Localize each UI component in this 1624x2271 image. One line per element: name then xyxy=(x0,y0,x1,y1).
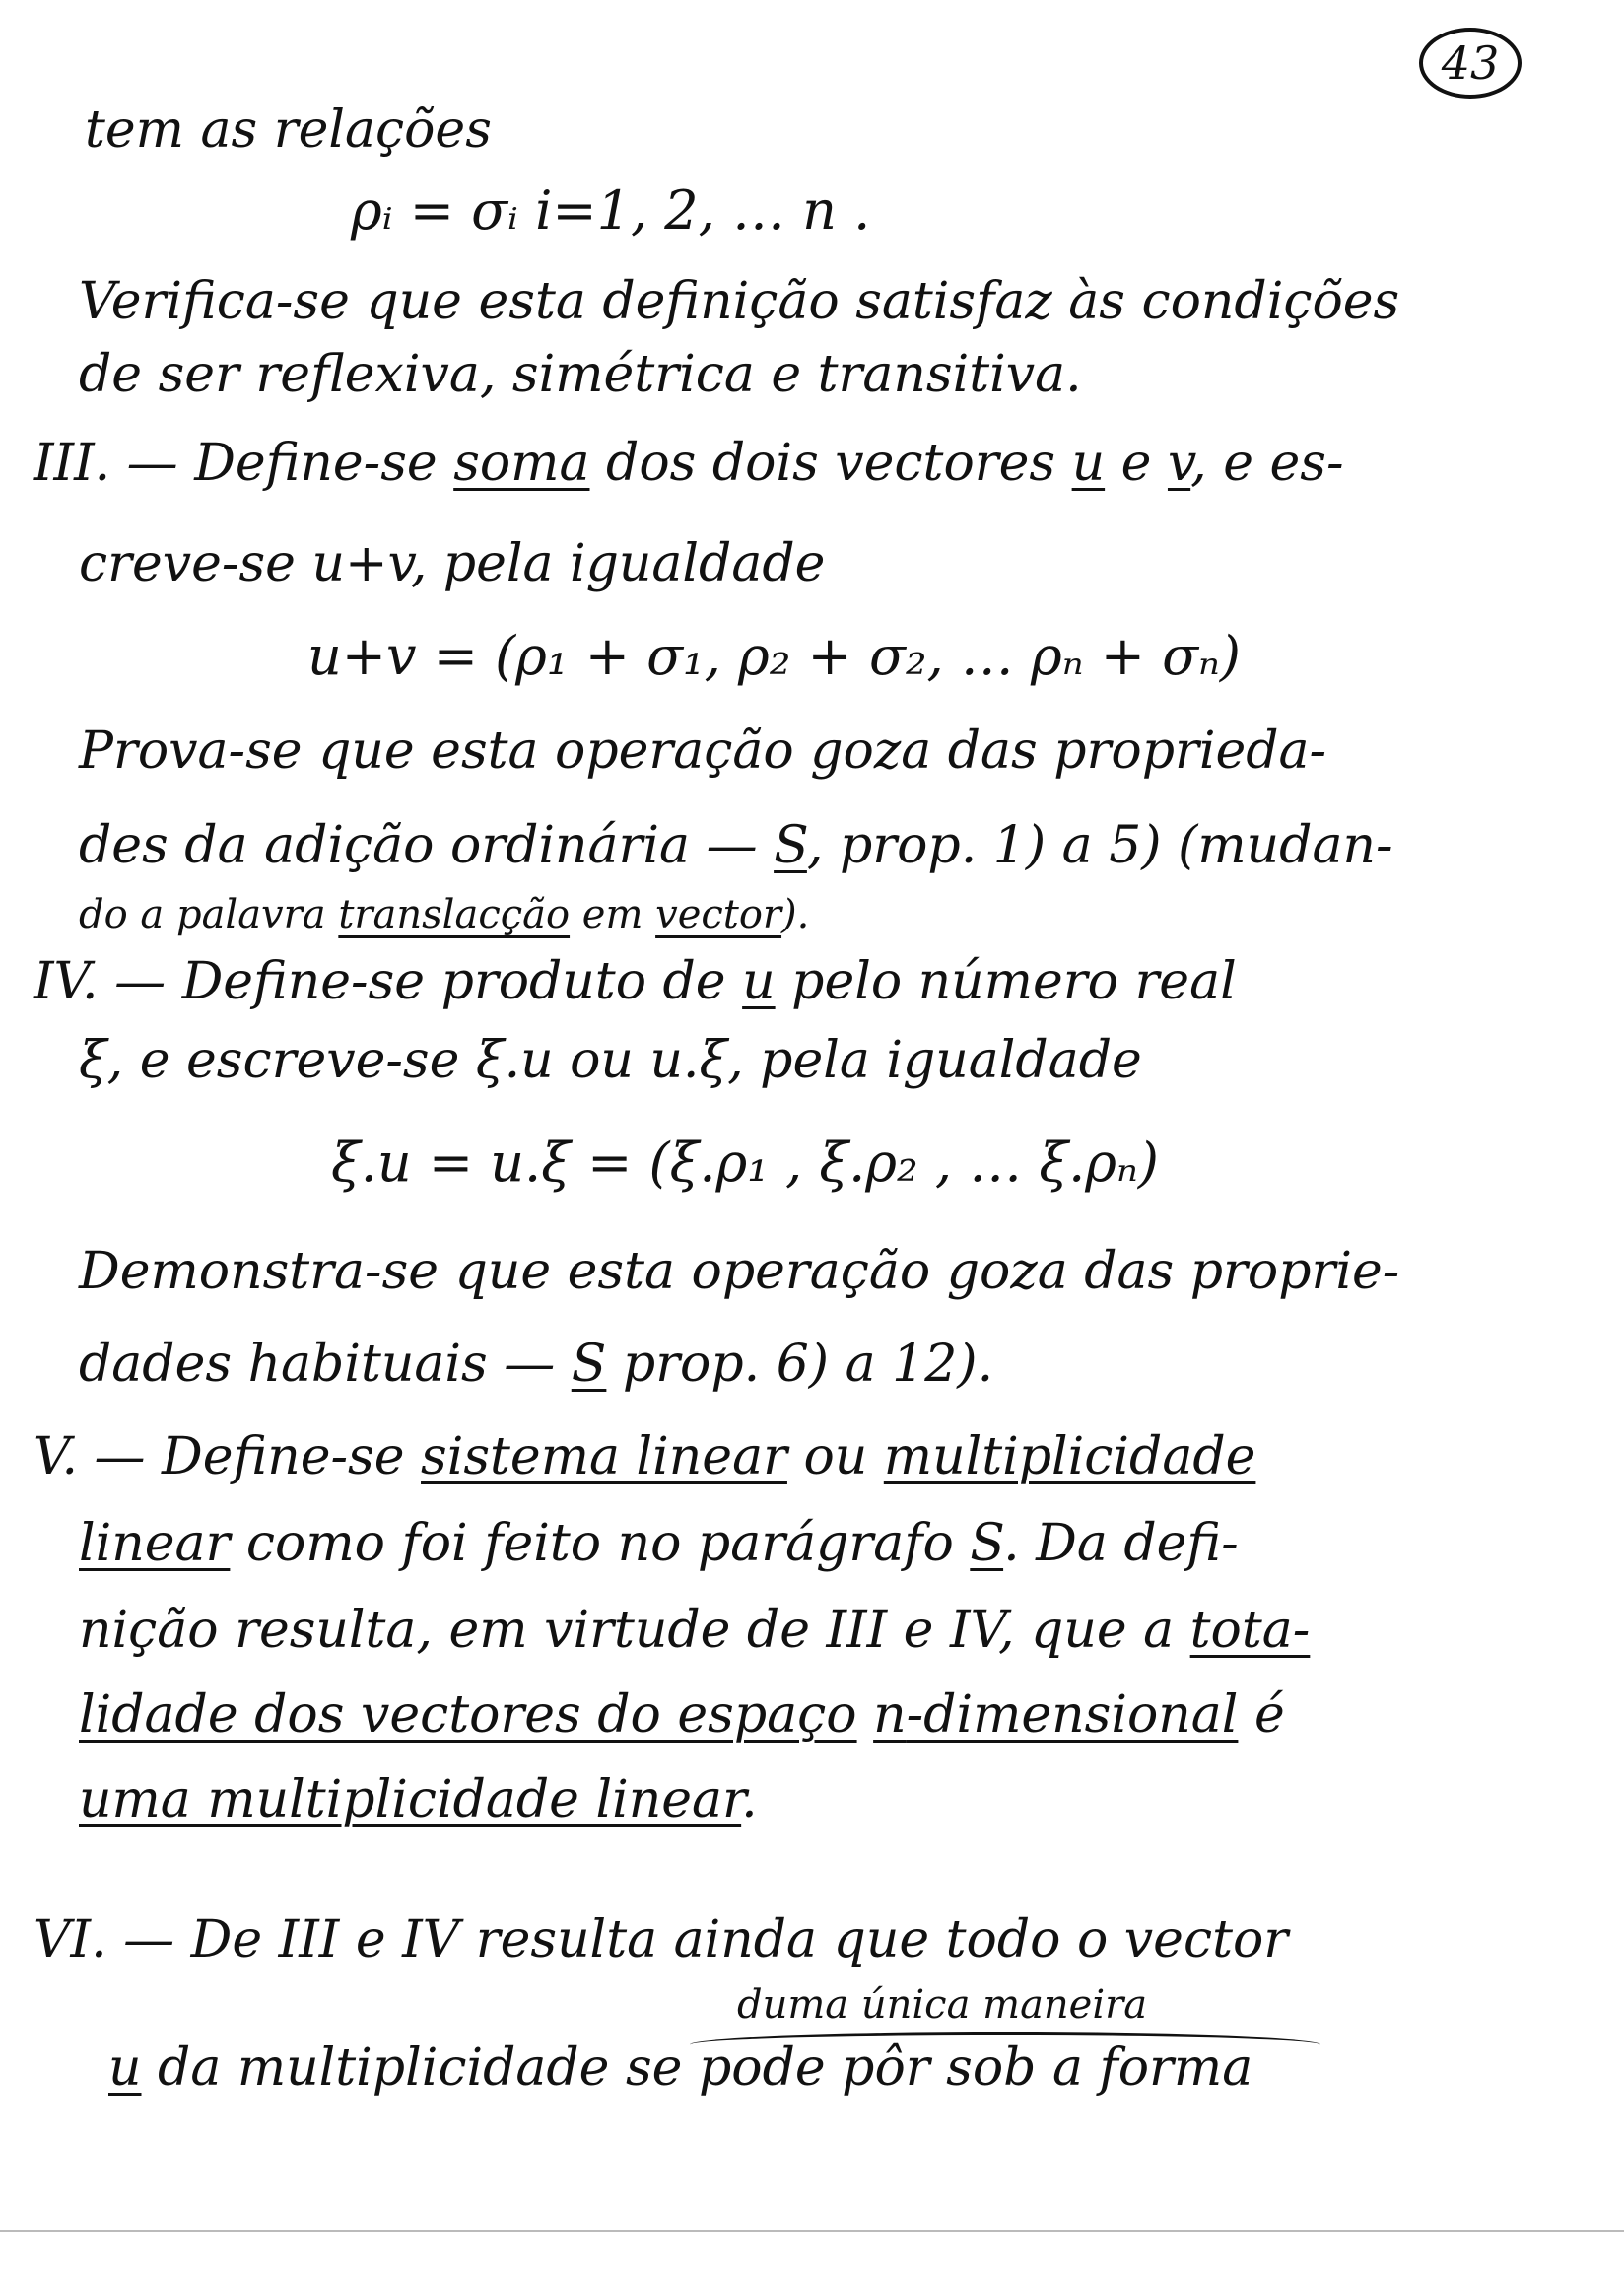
formula-rho-sigma: ρᵢ = σᵢ i=1, 2, … n . xyxy=(351,179,871,241)
vector-v: v xyxy=(1167,434,1191,493)
formula-produto: ξ.u = u.ξ = (ξ.ρ₁ , ξ.ρ₂ , … ξ.ρₙ) xyxy=(331,1132,1159,1194)
term-uma-multiplicidade-linear: uma multiplicidade linear xyxy=(79,1770,742,1829)
palavra-suffix: ). xyxy=(781,892,810,937)
line-section-iv xyxy=(34,954,1237,1010)
palavra-prefix: do a palavra xyxy=(79,892,339,937)
word-translaccao: translacção xyxy=(338,892,571,937)
line-multiplicidade-linear xyxy=(79,1772,758,1828)
term-tota: tota- xyxy=(1189,1601,1311,1660)
page-bottom-edge xyxy=(0,2230,1624,2232)
line-verifica: Verifica-se que esta definição satisfaz às condições xyxy=(79,272,1400,331)
forma-suffix: da multiplicidade se pode pôr sob a forma xyxy=(141,2038,1253,2098)
word-vector: vector xyxy=(655,892,782,937)
line-escreve-produto: ξ, e escreve-se ξ.u ou u.ξ, pela igualdade xyxy=(79,1031,1142,1090)
line-linear-como xyxy=(79,1516,1239,1572)
section-iii-suffix: , e es- xyxy=(1190,434,1344,493)
nicao-prefix: nição resulta, em virtude de III e IV, que a xyxy=(79,1601,1190,1660)
line-relacoes: tem as relações xyxy=(85,101,492,160)
section-iii-prefix: III. — Define-se xyxy=(34,434,454,493)
habituais-suffix: prop. 6) a 12). xyxy=(606,1335,994,1394)
lidade-suffix: é xyxy=(1238,1686,1285,1745)
insert-duma-unica-maneira: duma única maneira xyxy=(737,1982,1148,2028)
formula-soma: u+v = (ρ₁ + σ₁, ρ₂ + σ₂, … ρₙ + σₙ) xyxy=(307,625,1241,687)
term-soma: soma xyxy=(453,434,590,493)
line-demonstra: Demonstra-se que esta operação goza das proprie- xyxy=(79,1242,1400,1301)
term-n: n xyxy=(873,1686,907,1745)
linear-suffix: . Da defi- xyxy=(1003,1514,1239,1573)
term-sistema-linear: sistema linear xyxy=(421,1427,787,1486)
ref-s-2: S xyxy=(571,1335,607,1394)
line-prova: Prova-se que esta operação goza das proprieda- xyxy=(79,722,1327,781)
term-linear: linear xyxy=(79,1514,231,1573)
habituais-prefix: dades habituais — xyxy=(79,1335,572,1394)
ref-s-1: S xyxy=(774,816,807,875)
term-dimensional: -dimensional xyxy=(906,1686,1239,1745)
vector-u-3: u xyxy=(108,2038,142,2098)
palavra-mid: em xyxy=(570,892,656,937)
term-multiplicidade: multiplicidade xyxy=(883,1427,1256,1486)
section-v-prefix: V. — Define-se xyxy=(34,1427,422,1486)
line-adicao xyxy=(79,818,1393,874)
line-escreve-soma: creve-se u+v, pela igualdade xyxy=(79,534,826,593)
adicao-prefix: des da adição ordinária — xyxy=(79,816,775,875)
line-vector-u-forma xyxy=(108,2040,1252,2097)
lidade-space xyxy=(857,1686,874,1745)
vector-u-2: u xyxy=(742,952,776,1011)
section-iv-tail: pelo número real xyxy=(791,952,1237,1011)
line-habituais xyxy=(79,1337,993,1393)
line-section-v xyxy=(34,1429,1255,1485)
line-nicao xyxy=(79,1603,1310,1659)
page-number xyxy=(1419,28,1522,99)
term-lidade-vectores: lidade dos vectores do espaço xyxy=(79,1686,857,1745)
section-iv-space xyxy=(776,952,792,1011)
section-iv-prefix: IV. — Define-se produto de xyxy=(34,952,743,1011)
page-number-text: 43 xyxy=(1441,36,1500,90)
line-reflexiva: de ser reflexiva, simétrica e transitiva. xyxy=(79,345,1082,404)
line-lidade xyxy=(79,1687,1285,1744)
multiplicidade-suffix: . xyxy=(741,1770,758,1829)
ref-s-3: S xyxy=(970,1514,1004,1573)
adicao-suffix: , prop. 1) a 5) (mudan- xyxy=(806,816,1393,875)
section-iii-and: e xyxy=(1105,434,1168,493)
line-section-iii xyxy=(34,436,1344,492)
section-iii-mid: dos dois vectores xyxy=(589,434,1072,493)
vector-u: u xyxy=(1071,434,1106,493)
linear-mid: como foi feito no parágrafo xyxy=(230,1514,971,1573)
section-v-mid: ou xyxy=(786,1427,884,1486)
line-section-vi: VI. — De III e IV resulta ainda que todo o vector xyxy=(34,1910,1289,1969)
line-palavra-insert xyxy=(79,893,809,936)
